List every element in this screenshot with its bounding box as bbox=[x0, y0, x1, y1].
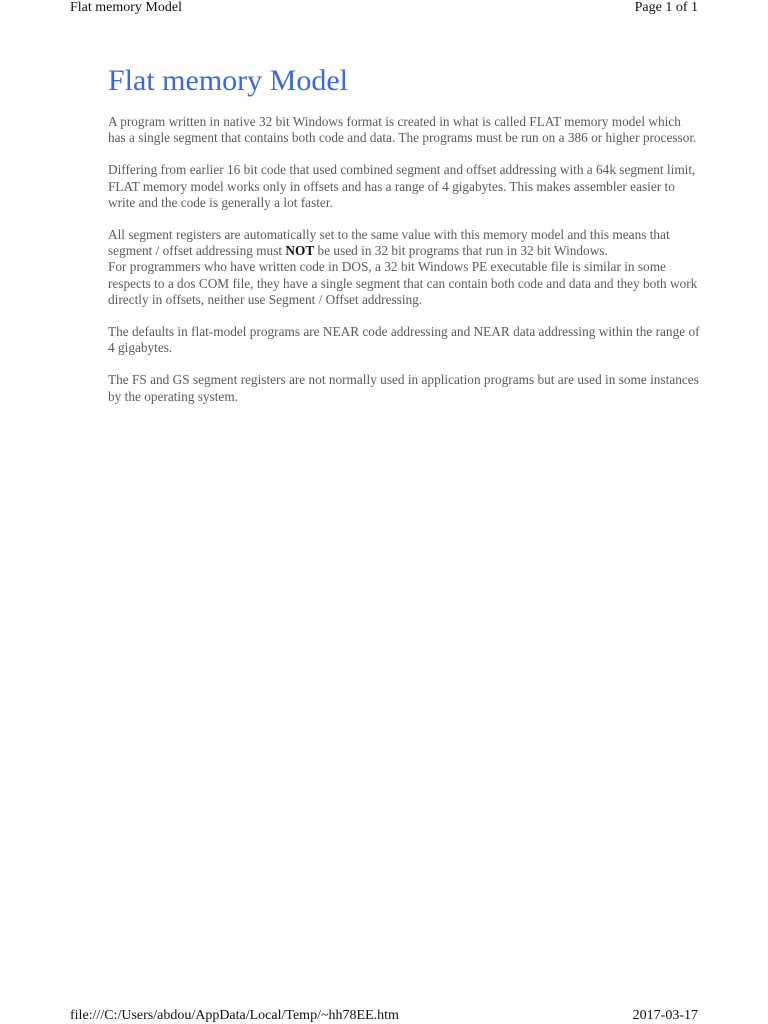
not-emphasis: NOT bbox=[285, 243, 315, 259]
paragraph-dos-comparison: For programmers who have written code in DOS, a 32 bit Windows PE executable file is similar in some respects to a dos COM file, they have a single segment that can contain both code and data and they both work directly in offsets, neither use Segment / Offset addressing. bbox=[108, 259, 698, 307]
document-title: Flat memory Model bbox=[108, 64, 348, 97]
footer-file-path: file:///C:/Users/abdou/AppData/Local/Temp/~hh78EE.htm bbox=[70, 1008, 399, 1023]
document-body bbox=[108, 62, 700, 421]
paragraph-differences: Differing from earlier 16 bit code that used combined segment and offset addressing with a 64k segment limit, FLAT memory model works only in offsets and has a range of 4 gigabytes. This makes assembler easier to write and the code is generally a lot faster. bbox=[108, 162, 696, 210]
header-page-number: Page 1 of 1 bbox=[634, 0, 698, 15]
header-page-title: Flat memory Model bbox=[70, 0, 182, 15]
segment-registers-text-before: All segment registers are automatically set to the same value with this memory model and this means that segment / offset addressing must bbox=[108, 227, 670, 259]
paragraph-defaults: The defaults in flat-model programs are NEAR code addressing and NEAR data addressing within the range of 4 gigabytes. bbox=[108, 324, 700, 356]
footer-date: 2017-03-17 bbox=[632, 1008, 698, 1023]
segment-registers-text-after: be used in 32 bit programs that run in 32 bit Windows. bbox=[314, 243, 608, 259]
paragraph-fs-gs: The FS and GS segment registers are not normally used in application programs but are used in some instances by the operating system. bbox=[108, 372, 699, 404]
paragraph-intro: A program written in native 32 bit Windows format is created in what is called FLAT memory model which has a single segment that contains both code and data. The programs must be run on a 386 or higher processor. bbox=[108, 114, 697, 146]
print-footer bbox=[70, 1004, 698, 1024]
paragraph-segment-registers bbox=[108, 227, 700, 259]
print-header bbox=[70, 0, 698, 20]
